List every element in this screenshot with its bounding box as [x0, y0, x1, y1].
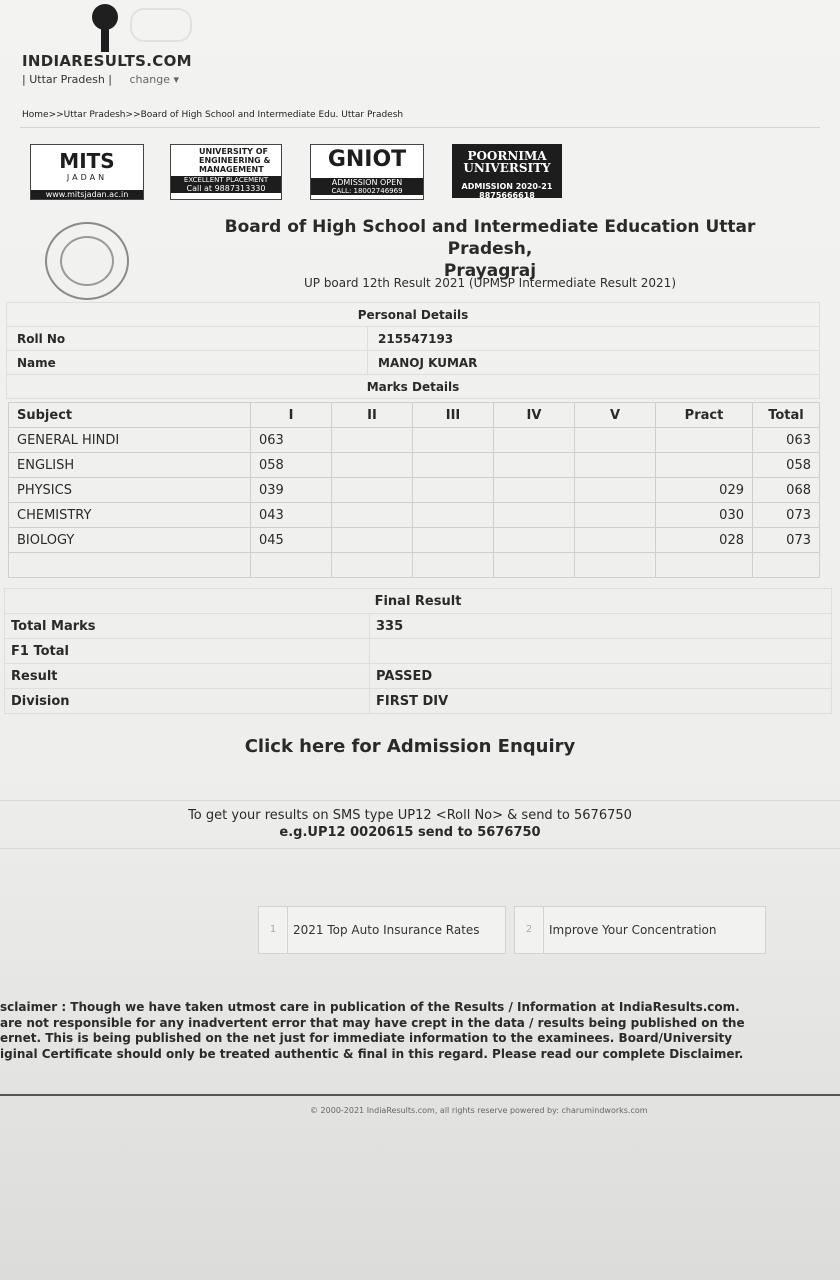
f1-total-label: F1 Total [5, 639, 370, 664]
mark-i-cell: 063 [251, 428, 332, 453]
col-pract: Pract [656, 403, 753, 428]
roll-label: Roll No [7, 327, 368, 351]
ad-tagline: 8875666618 [479, 191, 535, 198]
col-subject: Subject [9, 403, 251, 428]
total-marks-value: 335 [370, 614, 832, 639]
board-title-line1: Board of High School and Intermediate Education Uttar Pradesh, [224, 217, 756, 259]
disclaimer-line: ernet. This is being published on the net just for immediate information to the examinees. Board/University [0, 1031, 733, 1045]
pract-cell: 028 [656, 528, 753, 553]
ad-poornima[interactable] [452, 144, 562, 198]
logo-bubble-icon [130, 8, 192, 42]
pract-cell: 030 [656, 503, 753, 528]
table-row [9, 503, 820, 528]
total-cell: 063 [753, 428, 820, 453]
col-ii: II [332, 403, 413, 428]
roll-value: 215547193 [368, 327, 820, 351]
marks-header-row [9, 403, 820, 428]
board-title [180, 216, 800, 282]
ad-subtitle: ADMISSION 2020-21 [461, 182, 553, 191]
personal-details-table [6, 302, 820, 399]
result-label: Result [5, 664, 370, 689]
pract-cell [656, 453, 753, 478]
final-result-table [4, 588, 832, 714]
f1-total-value [370, 639, 832, 664]
divider [20, 127, 820, 128]
state-label: | Uttar Pradesh | [22, 73, 112, 86]
disclaimer-line: sclaimer : Though we have taken utmost care in publication of the Results / Information at IndiaResults.com. [0, 1000, 740, 1014]
subject-cell: CHEMISTRY [9, 503, 251, 528]
ad-subtitle: JADAN [66, 173, 108, 182]
col-iv: IV [494, 403, 575, 428]
pract-cell [656, 428, 753, 453]
subject-cell: BIOLOGY [9, 528, 251, 553]
link-label: 2021 Top Auto Insurance Rates [293, 923, 480, 937]
col-iii: III [413, 403, 494, 428]
footer-divider [0, 1094, 840, 1096]
mark-i-cell: 039 [251, 478, 332, 503]
logo-stem [101, 22, 109, 52]
state-selector [22, 73, 179, 86]
ad-tagline: www.mitsjadan.ac.in [31, 190, 143, 199]
final-result-heading: Final Result [5, 589, 832, 614]
site-brand[interactable]: INDIARESULTS.COM [22, 52, 192, 70]
ad-gniot[interactable] [310, 144, 424, 200]
col-total: Total [753, 403, 820, 428]
pract-cell: 029 [656, 478, 753, 503]
ad-subtitle: ADMISSION OPEN [311, 178, 423, 187]
sms-example: e.g.UP12 0020615 send to 5676750 [279, 825, 541, 840]
subject-cell: GENERAL HINDI [9, 428, 251, 453]
personal-details-heading: Personal Details [7, 303, 820, 327]
division-value: FIRST DIV [370, 689, 832, 714]
sms-instructions: To get your results on SMS type UP12 <Roll No> & send to 5676750 [188, 808, 632, 823]
col-v: V [575, 403, 656, 428]
link-index: 2 [515, 907, 544, 953]
ad-uem[interactable] [170, 144, 282, 200]
link-index: 1 [259, 907, 288, 953]
marks-details-heading: Marks Details [7, 375, 820, 399]
admission-enquiry-link[interactable]: Click here for Admission Enquiry [244, 736, 576, 757]
marks-table [8, 402, 820, 578]
sponsored-link-insurance[interactable] [258, 906, 506, 954]
table-row [9, 478, 820, 503]
subject-cell: ENGLISH [9, 453, 251, 478]
up-emblem-inner [60, 236, 114, 286]
total-cell: 073 [753, 503, 820, 528]
ad-tagline: CALL: 18002746969 [311, 187, 423, 195]
change-state-link[interactable]: change ▾ [129, 73, 179, 86]
total-cell: 073 [753, 528, 820, 553]
col-i: I [251, 403, 332, 428]
mark-i-cell: 043 [251, 503, 332, 528]
ad-title: UNIVERSITY OF ENGINEERING & MANAGEMENT [199, 147, 271, 174]
total-cell: 058 [753, 453, 820, 478]
disclaimer-line: are not responsible for any inadvertent error that may have crept in the data / results being published on the [0, 1015, 745, 1030]
division-label: Division [5, 689, 370, 714]
ad-subtitle: EXCELLENT PLACEMENT [171, 176, 281, 184]
subject-cell: PHYSICS [9, 478, 251, 503]
total-cell: 068 [753, 478, 820, 503]
ad-title: MITS [59, 149, 115, 173]
table-row [9, 528, 820, 553]
mark-i-cell: 045 [251, 528, 332, 553]
table-row [9, 453, 820, 478]
result-value: PASSED [370, 664, 832, 689]
table-row [9, 428, 820, 453]
ad-title: GNIOT [327, 147, 407, 172]
result-subtitle: UP board 12th Result 2021 (UPMSP Intermediate Result 2021) [303, 276, 676, 290]
disclaimer-line: iginal Certificate should only be treated authentic & final in this regard. Please read our complete Disclaimer. [0, 1046, 744, 1061]
ad-title: POORNIMA UNIVERSITY [463, 149, 551, 175]
divider [0, 848, 840, 849]
disclaimer-text [0, 1000, 760, 1062]
breadcrumb[interactable]: Home>>Uttar Pradesh>>Board of High School and Intermediate Edu. Uttar Pradesh [22, 110, 404, 120]
divider [0, 800, 840, 801]
table-row-empty [9, 553, 820, 578]
total-marks-label: Total Marks [5, 614, 370, 639]
mark-i-cell: 058 [251, 453, 332, 478]
ad-mits[interactable] [30, 144, 144, 200]
footer-copyright: © 2000-2021 IndiaResults.com, all rights reserve powered by: charumindworks.com [310, 1106, 648, 1115]
name-label: Name [7, 351, 368, 375]
sponsored-link-concentration[interactable] [514, 906, 766, 954]
ad-tagline: Call at 9887313330 [171, 184, 281, 193]
name-value: MANOJ KUMAR [368, 351, 820, 375]
link-label: Improve Your Concentration [549, 923, 717, 937]
board-title-line2: Prayagraj [443, 261, 537, 281]
